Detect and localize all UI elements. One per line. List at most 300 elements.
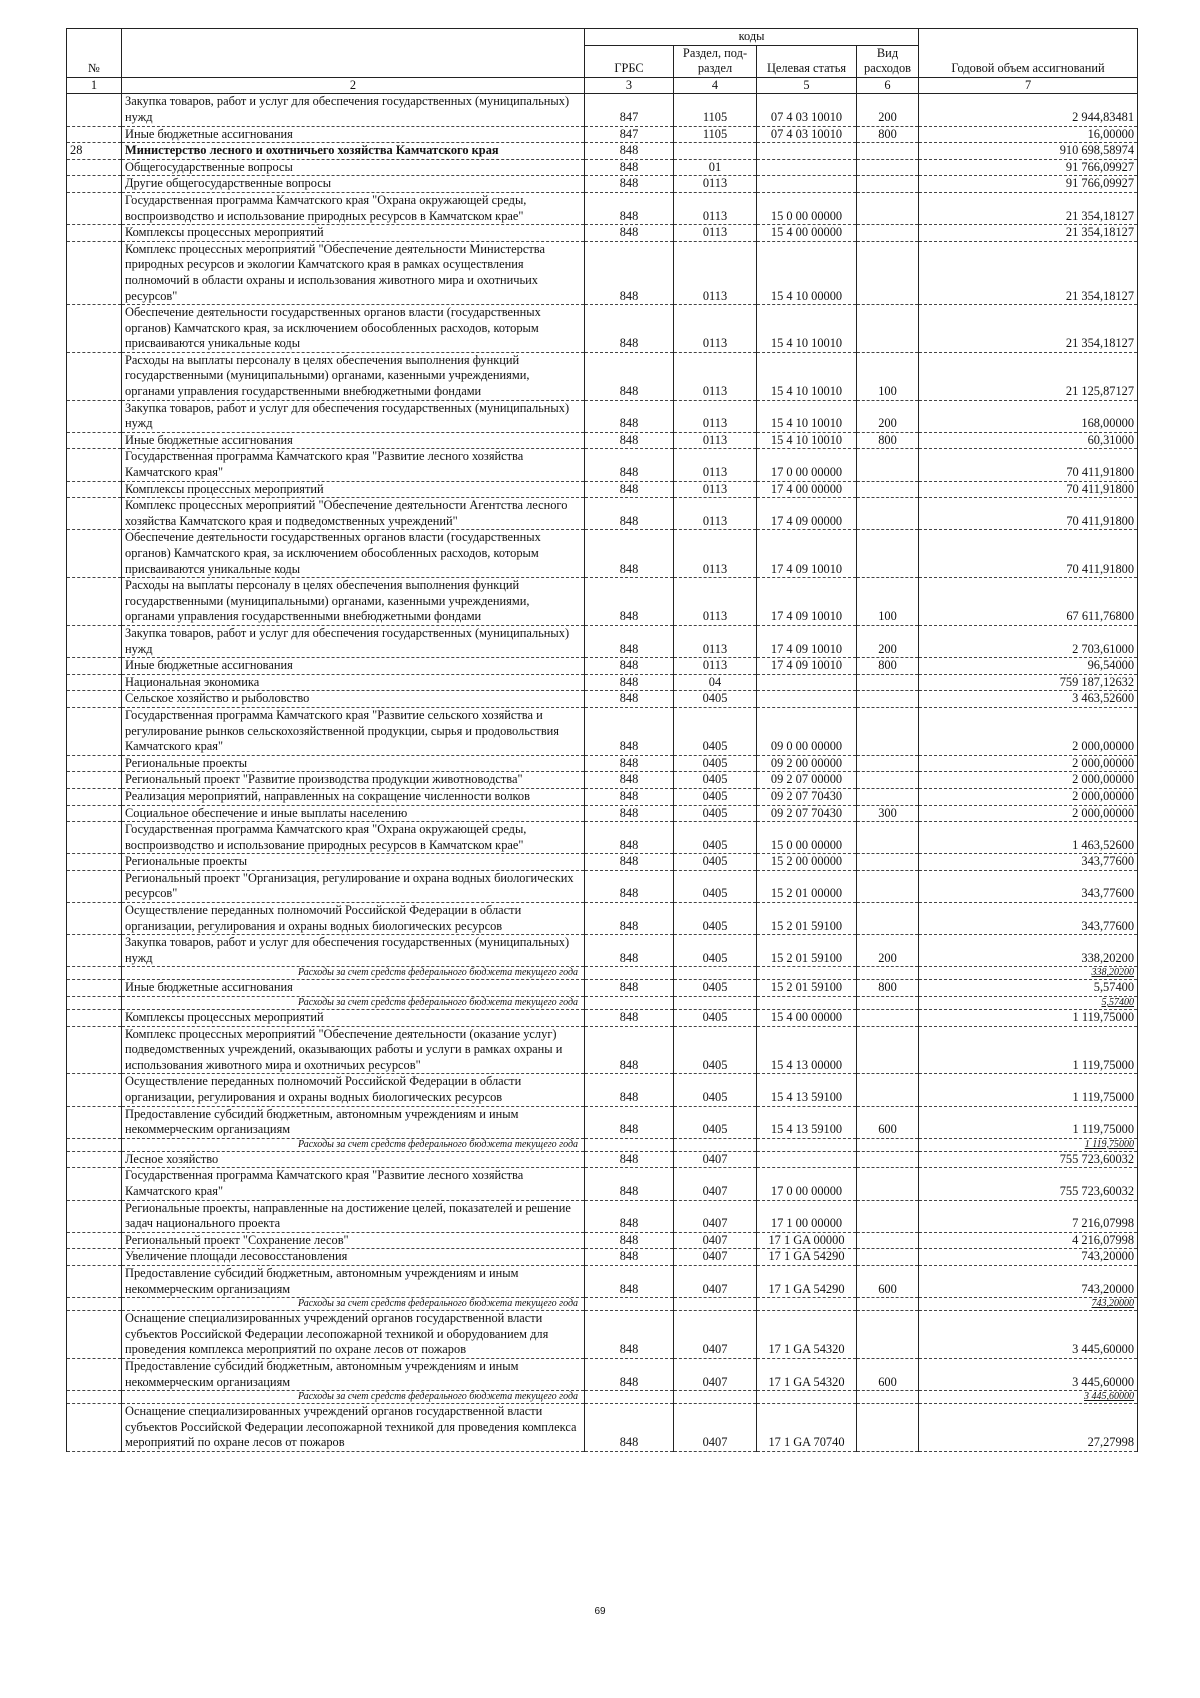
cell-exptype — [857, 674, 919, 691]
cell-target: 15 2 01 00000 — [757, 870, 857, 902]
cell-exptype — [857, 176, 919, 193]
table-row — [67, 305, 1138, 353]
cell-grbs: 848 — [585, 772, 674, 789]
cell-grbs: 848 — [585, 1106, 674, 1138]
table-row — [67, 1232, 1138, 1249]
cell-name: Государственная программа Камчатского края "Охрана окружающей среды, воспроизводство и использование природных ресурсов в Камчатском крае" — [122, 192, 585, 224]
cell-exptype — [857, 691, 919, 708]
cell-target: 15 2 01 59100 — [757, 903, 857, 935]
cell-amount: 3 445,60000 — [919, 1311, 1138, 1359]
cell-section: 0405 — [674, 1026, 757, 1074]
cell-name: Оснащение специализированных учреждений органов государственной власти субъектов Российской Федерации лесопожарной техникой и оборудованием для проведения комплекса мероприятий по охране лесов от пожаров — [122, 1311, 585, 1359]
cell-target: 15 4 10 00000 — [757, 241, 857, 304]
cell-name: Комплексы процессных мероприятий — [122, 481, 585, 498]
cell-target: 17 1 GA 00000 — [757, 1232, 857, 1249]
cell-exptype — [857, 1010, 919, 1027]
cell-target: 07 4 03 10010 — [757, 94, 857, 126]
cell-target: 09 2 07 70430 — [757, 788, 857, 805]
cell-section: 0407 — [674, 1404, 757, 1452]
table-row — [67, 498, 1138, 530]
colnum: 2 — [122, 77, 585, 94]
cell-name: Закупка товаров, работ и услуг для обеспечения государственных (муниципальных) нужд — [122, 400, 585, 432]
cell-amount: 96,54000 — [919, 658, 1138, 675]
cell-name: Министерство лесного и охотничьего хозяйства Камчатского края — [122, 143, 585, 160]
cell-section: 0113 — [674, 578, 757, 626]
cell-amount: 21 125,87127 — [919, 352, 1138, 400]
cell-num — [67, 1151, 122, 1168]
cell-grbs: 848 — [585, 788, 674, 805]
table-row — [67, 788, 1138, 805]
colnum: 1 — [67, 77, 122, 94]
cell-target — [757, 967, 857, 980]
cell-name: Комплекс процессных мероприятий "Обеспечение деятельности Министерства природных ресурсов и экологии Камчатского края в рамках осуществления полномочий в области охраны и использования животного мира и охотничьих ресурсов" — [122, 241, 585, 304]
cell-exptype — [857, 1249, 919, 1266]
cell-num — [67, 1074, 122, 1106]
cell-exptype: 800 — [857, 658, 919, 675]
table-row — [67, 1298, 1138, 1311]
cell-exptype — [857, 1391, 919, 1404]
cell-amount: 27,27998 — [919, 1404, 1138, 1452]
cell-num — [67, 997, 122, 1010]
table-row — [67, 854, 1138, 871]
cell-amount: 70 411,91800 — [919, 530, 1138, 578]
cell-exptype — [857, 1026, 919, 1074]
cell-name: Закупка товаров, работ и услуг для обеспечения государственных (муниципальных) нужд — [122, 94, 585, 126]
cell-amount: 1 119,75000 — [919, 1026, 1138, 1074]
cell-name: Государственная программа Камчатского края "Развитие сельского хозяйства и регулирование рынков сельскохозяйственной продукции, сырья и продовольствия Камчатского края" — [122, 707, 585, 755]
cell-grbs: 848 — [585, 176, 674, 193]
budget-sheet — [66, 28, 1137, 1452]
cell-name: Региональные проекты, направленные на достижение целей, показателей и решение задач национального проекта — [122, 1200, 585, 1232]
table-row — [67, 176, 1138, 193]
cell-section: 04 — [674, 674, 757, 691]
cell-num — [67, 967, 122, 980]
cell-section: 0407 — [674, 1358, 757, 1390]
cell-amount: 70 411,91800 — [919, 498, 1138, 530]
cell-num — [67, 822, 122, 854]
cell-exptype — [857, 967, 919, 980]
cell-grbs: 848 — [585, 352, 674, 400]
cell-grbs: 848 — [585, 625, 674, 657]
colnum: 5 — [757, 77, 857, 94]
cell-exptype: 200 — [857, 400, 919, 432]
cell-section: 0405 — [674, 980, 757, 997]
cell-amount: 338,20200 — [919, 935, 1138, 967]
cell-amount: 910 698,58974 — [919, 143, 1138, 160]
cell-target: 17 4 09 10010 — [757, 578, 857, 626]
cell-name: Иные бюджетные ассигнования — [122, 126, 585, 143]
table-row — [67, 449, 1138, 481]
table-row — [67, 935, 1138, 967]
cell-exptype — [857, 192, 919, 224]
cell-section: 0113 — [674, 241, 757, 304]
cell-grbs: 848 — [585, 903, 674, 935]
cell-exptype — [857, 449, 919, 481]
cell-target: 17 4 09 10010 — [757, 658, 857, 675]
cell-num — [67, 854, 122, 871]
table-row — [67, 967, 1138, 980]
cell-section — [674, 967, 757, 980]
cell-grbs: 848 — [585, 1026, 674, 1074]
table-row — [67, 1404, 1138, 1452]
cell-section — [674, 1298, 757, 1311]
cell-target: 09 0 00 00000 — [757, 707, 857, 755]
table-row — [67, 755, 1138, 772]
cell-section: 0407 — [674, 1151, 757, 1168]
cell-target — [757, 997, 857, 1010]
cell-section: 0113 — [674, 400, 757, 432]
cell-target — [757, 674, 857, 691]
cell-num — [67, 159, 122, 176]
cell-grbs: 847 — [585, 94, 674, 126]
cell-name: Расходы за счет средств федерального бюджета текущего года — [122, 1138, 585, 1151]
cell-section — [674, 143, 757, 160]
cell-grbs: 848 — [585, 498, 674, 530]
cell-target: 17 1 GA 54290 — [757, 1249, 857, 1266]
cell-exptype: 200 — [857, 625, 919, 657]
cell-grbs: 848 — [585, 159, 674, 176]
cell-section: 0113 — [674, 192, 757, 224]
cell-section — [674, 997, 757, 1010]
cell-amount: 755 723,60032 — [919, 1168, 1138, 1200]
cell-exptype — [857, 1298, 919, 1311]
cell-exptype — [857, 755, 919, 772]
cell-exptype — [857, 1311, 919, 1359]
cell-target: 07 4 03 10010 — [757, 126, 857, 143]
cell-exptype — [857, 1404, 919, 1452]
table-row — [67, 997, 1138, 1010]
cell-section: 0113 — [674, 176, 757, 193]
cell-num — [67, 225, 122, 242]
cell-amount: 67 611,76800 — [919, 578, 1138, 626]
cell-section — [674, 1138, 757, 1151]
colnum: 6 — [857, 77, 919, 94]
header-name — [122, 29, 585, 78]
cell-num — [67, 1026, 122, 1074]
cell-section: 0113 — [674, 305, 757, 353]
cell-amount: 3 445,60000 — [919, 1391, 1138, 1404]
cell-target: 15 4 10 10010 — [757, 352, 857, 400]
cell-section: 0407 — [674, 1200, 757, 1232]
cell-num — [67, 1106, 122, 1138]
cell-grbs: 848 — [585, 432, 674, 449]
cell-amount: 1 119,75000 — [919, 1074, 1138, 1106]
cell-exptype — [857, 481, 919, 498]
cell-target: 09 2 00 00000 — [757, 755, 857, 772]
table-row — [67, 1106, 1138, 1138]
cell-num — [67, 176, 122, 193]
cell-amount: 743,20000 — [919, 1249, 1138, 1266]
cell-grbs: 848 — [585, 691, 674, 708]
cell-exptype: 200 — [857, 935, 919, 967]
cell-section: 0407 — [674, 1311, 757, 1359]
cell-exptype — [857, 854, 919, 871]
table-row — [67, 1311, 1138, 1359]
cell-grbs: 848 — [585, 1404, 674, 1452]
cell-name: Обеспечение деятельности государственных органов власти (государственных органов) Камчатского края, за исключением обособленных расходов, которым присваиваются уникальные коды — [122, 305, 585, 353]
cell-exptype — [857, 530, 919, 578]
cell-grbs — [585, 1298, 674, 1311]
cell-num — [67, 241, 122, 304]
cell-amount: 21 354,18127 — [919, 241, 1138, 304]
cell-amount: 755 723,60032 — [919, 1151, 1138, 1168]
cell-section: 0405 — [674, 691, 757, 708]
cell-exptype — [857, 1138, 919, 1151]
table-row — [67, 1138, 1138, 1151]
cell-amount: 2 944,83481 — [919, 94, 1138, 126]
cell-exptype: 800 — [857, 126, 919, 143]
cell-target — [757, 1298, 857, 1311]
cell-amount: 743,20000 — [919, 1298, 1138, 1311]
table-row — [67, 1026, 1138, 1074]
header-annual: Годовой объем ассигнований — [919, 29, 1138, 78]
cell-name: Увеличение площади лесовосстановления — [122, 1249, 585, 1266]
cell-section: 0405 — [674, 707, 757, 755]
cell-name: Другие общегосударственные вопросы — [122, 176, 585, 193]
cell-num — [67, 980, 122, 997]
cell-name: Расходы за счет средств федерального бюджета текущего года — [122, 1391, 585, 1404]
cell-name: Реализация мероприятий, направленных на сокращение численности волков — [122, 788, 585, 805]
cell-grbs — [585, 967, 674, 980]
cell-grbs: 847 — [585, 126, 674, 143]
table-row — [67, 1151, 1138, 1168]
cell-section: 0407 — [674, 1265, 757, 1297]
cell-grbs: 848 — [585, 578, 674, 626]
table-row — [67, 192, 1138, 224]
cell-section: 0113 — [674, 658, 757, 675]
cell-name: Социальное обеспечение и иные выплаты населению — [122, 805, 585, 822]
cell-target — [757, 143, 857, 160]
cell-name: Иные бюджетные ассигнования — [122, 658, 585, 675]
cell-num — [67, 481, 122, 498]
cell-name: Предоставление субсидий бюджетным, автономным учреждениям и иным некоммерческим организациям — [122, 1265, 585, 1297]
cell-exptype: 800 — [857, 980, 919, 997]
cell-target: 17 1 GA 70740 — [757, 1404, 857, 1452]
cell-num — [67, 449, 122, 481]
cell-name: Региональный проект "Развитие производства продукции животноводства" — [122, 772, 585, 789]
column-number-row — [67, 77, 1138, 94]
cell-num — [67, 755, 122, 772]
cell-grbs: 848 — [585, 1265, 674, 1297]
cell-grbs: 848 — [585, 241, 674, 304]
cell-amount: 21 354,18127 — [919, 192, 1138, 224]
cell-grbs: 848 — [585, 1232, 674, 1249]
header-target: Целевая статья — [757, 45, 857, 77]
table-row — [67, 822, 1138, 854]
cell-grbs: 848 — [585, 449, 674, 481]
cell-amount: 3 463,52600 — [919, 691, 1138, 708]
table-row — [67, 94, 1138, 126]
cell-num — [67, 352, 122, 400]
cell-num — [67, 305, 122, 353]
table-row — [67, 707, 1138, 755]
cell-grbs: 848 — [585, 1311, 674, 1359]
cell-name: Комплексы процессных мероприятий — [122, 225, 585, 242]
cell-num — [67, 658, 122, 675]
cell-amount: 7 216,07998 — [919, 1200, 1138, 1232]
cell-grbs: 848 — [585, 1358, 674, 1390]
table-row — [67, 143, 1138, 160]
cell-exptype: 600 — [857, 1265, 919, 1297]
cell-num — [67, 1138, 122, 1151]
cell-name: Закупка товаров, работ и услуг для обеспечения государственных (муниципальных) нужд — [122, 625, 585, 657]
cell-grbs: 848 — [585, 1010, 674, 1027]
cell-exptype — [857, 1232, 919, 1249]
cell-grbs — [585, 997, 674, 1010]
cell-num — [67, 625, 122, 657]
cell-exptype: 600 — [857, 1106, 919, 1138]
cell-target — [757, 159, 857, 176]
table-row — [67, 1358, 1138, 1390]
cell-amount: 168,00000 — [919, 400, 1138, 432]
cell-amount: 759 187,12632 — [919, 674, 1138, 691]
colnum: 7 — [919, 77, 1138, 94]
cell-grbs: 848 — [585, 1151, 674, 1168]
cell-section: 0407 — [674, 1249, 757, 1266]
cell-num — [67, 903, 122, 935]
cell-amount: 1 119,75000 — [919, 1106, 1138, 1138]
cell-grbs — [585, 1391, 674, 1404]
cell-grbs: 848 — [585, 854, 674, 871]
cell-grbs: 848 — [585, 481, 674, 498]
header-codes: коды — [585, 29, 919, 46]
cell-grbs: 848 — [585, 870, 674, 902]
cell-exptype — [857, 159, 919, 176]
cell-section: 0113 — [674, 225, 757, 242]
table-row — [67, 225, 1138, 242]
cell-num — [67, 1232, 122, 1249]
cell-grbs: 848 — [585, 305, 674, 353]
cell-section: 1105 — [674, 94, 757, 126]
table-row — [67, 870, 1138, 902]
table-row — [67, 126, 1138, 143]
cell-exptype — [857, 143, 919, 160]
cell-num — [67, 578, 122, 626]
cell-name: Лесное хозяйство — [122, 1151, 585, 1168]
table-row — [67, 530, 1138, 578]
cell-num — [67, 1311, 122, 1359]
cell-section: 0405 — [674, 903, 757, 935]
cell-target: 15 4 10 10010 — [757, 400, 857, 432]
cell-section: 0405 — [674, 755, 757, 772]
cell-section: 0407 — [674, 1232, 757, 1249]
cell-num — [67, 1168, 122, 1200]
cell-amount: 1 119,75000 — [919, 1010, 1138, 1027]
cell-section: 0405 — [674, 822, 757, 854]
cell-section — [674, 1391, 757, 1404]
cell-section: 0405 — [674, 935, 757, 967]
cell-exptype — [857, 822, 919, 854]
cell-section: 0405 — [674, 788, 757, 805]
cell-name: Национальная экономика — [122, 674, 585, 691]
table-row — [67, 1200, 1138, 1232]
cell-name: Осуществление переданных полномочий Российской Федерации в области организации, регулирования и охраны водных биологических ресурсов — [122, 1074, 585, 1106]
cell-name: Иные бюджетные ассигнования — [122, 980, 585, 997]
cell-name: Закупка товаров, работ и услуг для обеспечения государственных (муниципальных) нужд — [122, 935, 585, 967]
cell-section: 0407 — [674, 1168, 757, 1200]
cell-section: 0113 — [674, 625, 757, 657]
table-row — [67, 903, 1138, 935]
cell-amount: 91 766,09927 — [919, 159, 1138, 176]
cell-exptype: 300 — [857, 805, 919, 822]
table-row — [67, 1168, 1138, 1200]
cell-grbs: 848 — [585, 1074, 674, 1106]
cell-name: Комплекс процессных мероприятий "Обеспечение деятельности (оказание услуг) подведомственных учреждений, оказывающих работы и услуги в рамках охраны и использования животного мира и охотничьих ресурсов" — [122, 1026, 585, 1074]
cell-grbs: 848 — [585, 1200, 674, 1232]
cell-name: Государственная программа Камчатского края "Охрана окружающей среды, воспроизводство и использование природных ресурсов в Камчатском крае" — [122, 822, 585, 854]
cell-target: 15 4 00 00000 — [757, 1010, 857, 1027]
cell-name: Обеспечение деятельности государственных органов власти (государственных органов) Камчатского края, за исключением обособленных расходов, которым присваиваются уникальные коды — [122, 530, 585, 578]
cell-num — [67, 94, 122, 126]
table-row — [67, 1074, 1138, 1106]
cell-amount: 3 445,60000 — [919, 1358, 1138, 1390]
cell-num — [67, 1298, 122, 1311]
cell-grbs: 848 — [585, 707, 674, 755]
cell-exptype — [857, 707, 919, 755]
cell-name: Региональные проекты — [122, 854, 585, 871]
header-exptype: Вид расходов — [857, 45, 919, 77]
cell-exptype: 800 — [857, 432, 919, 449]
cell-name: Сельское хозяйство и рыболовство — [122, 691, 585, 708]
table-row — [67, 400, 1138, 432]
cell-grbs: 848 — [585, 530, 674, 578]
cell-exptype — [857, 241, 919, 304]
cell-amount: 2 000,00000 — [919, 772, 1138, 789]
table-row — [67, 432, 1138, 449]
table-row — [67, 159, 1138, 176]
budget-table — [66, 28, 1138, 1452]
cell-amount: 5,57400 — [919, 997, 1138, 1010]
cell-section: 01 — [674, 159, 757, 176]
cell-target: 17 1 GA 54320 — [757, 1358, 857, 1390]
cell-target: 15 2 01 59100 — [757, 980, 857, 997]
cell-amount: 91 766,09927 — [919, 176, 1138, 193]
cell-num — [67, 1265, 122, 1297]
cell-target: 17 0 00 00000 — [757, 1168, 857, 1200]
cell-name: Региональный проект "Организация, регулирование и охрана водных биологических ресурсов" — [122, 870, 585, 902]
cell-num — [67, 530, 122, 578]
cell-target: 15 4 13 59100 — [757, 1074, 857, 1106]
cell-target: 17 4 00 00000 — [757, 481, 857, 498]
cell-name: Предоставление субсидий бюджетным, автономным учреждениям и иным некоммерческим организациям — [122, 1106, 585, 1138]
cell-amount: 5,57400 — [919, 980, 1138, 997]
cell-section: 0405 — [674, 870, 757, 902]
cell-exptype — [857, 903, 919, 935]
table-row — [67, 352, 1138, 400]
table-body — [67, 94, 1138, 1452]
cell-target: 17 4 09 10010 — [757, 530, 857, 578]
cell-section: 0405 — [674, 1106, 757, 1138]
cell-exptype — [857, 498, 919, 530]
cell-section: 0113 — [674, 432, 757, 449]
cell-amount: 1 119,75000 — [919, 1138, 1138, 1151]
cell-target: 15 2 00 00000 — [757, 854, 857, 871]
table-row — [67, 658, 1138, 675]
table-row — [67, 674, 1138, 691]
table-row — [67, 241, 1138, 304]
cell-amount: 343,77600 — [919, 903, 1138, 935]
cell-grbs: 848 — [585, 1249, 674, 1266]
cell-exptype: 600 — [857, 1358, 919, 1390]
cell-name: Расходы за счет средств федерального бюджета текущего года — [122, 967, 585, 980]
cell-name: Расходы на выплаты персоналу в целях обеспечения выполнения функций государственными (муниципальными) органами, казенными учреждениями, органами управления государственными внебюджетными фондами — [122, 578, 585, 626]
cell-target: 17 0 00 00000 — [757, 449, 857, 481]
cell-grbs: 848 — [585, 143, 674, 160]
table-row — [67, 805, 1138, 822]
cell-exptype — [857, 1200, 919, 1232]
cell-num — [67, 674, 122, 691]
cell-num: 28 — [67, 143, 122, 160]
